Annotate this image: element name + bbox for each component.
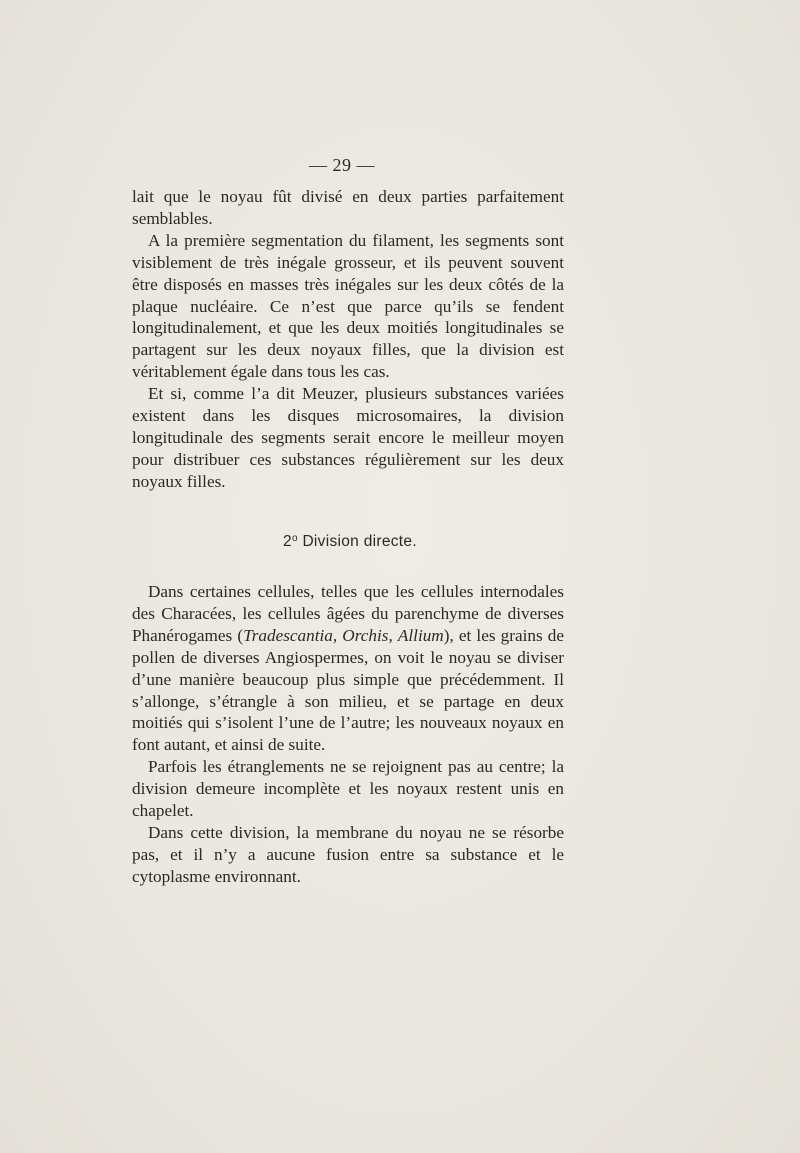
paragraph-membrane: Dans cette division, la membrane du noyau ne se résorbe pas, et il n’y a aucune fusion entre sa substance et le cytoplasme environnant. xyxy=(132,822,564,886)
page-number: — 29 — xyxy=(309,155,375,175)
paragraph-chapelet: Parfois les étranglements ne se rejoignent pas au centre; la division demeure incomplète et les noyaux restent unis en chapelet. xyxy=(132,757,564,821)
paragraph-continuation: lait que le noyau fût divisé en deux parties parfaitement semblables. xyxy=(132,187,564,228)
taxon-orchis: Orchis, xyxy=(342,625,393,645)
taxon-allium: Allium xyxy=(397,625,444,645)
section-number: 2 xyxy=(283,533,292,550)
paragraph-direct-division xyxy=(132,581,564,756)
body-text-lower xyxy=(132,581,564,888)
body-text-upper xyxy=(132,186,564,493)
paragraph-segmentation: A la première segmentation du filament, les segments sont visiblement de très inégale grosseur, et ils peuvent souvent être disposés en masses très inégales sur les deux côtés de la plaque nucléaire. Ce n’est que parce qu’ils se fendent longitudinalement, et que les deux moitiés longitudinales se partagent sur les deux noyaux filles, que la division est véritablement égale dans tous les cas. xyxy=(132,230,564,382)
section-title: Division directe. xyxy=(302,533,417,550)
paragraph-meuzer: Et si, comme l’a dit Meuzer, plusieurs substances variées existent dans les disques microsomaires, la division longitudinale des segments serait encore le meilleur moyen pour distribuer ces substances régulièrement sur les deux noyaux filles. xyxy=(132,384,564,491)
taxon-tradescantia: Tradescantia, xyxy=(243,625,338,645)
section-heading xyxy=(0,533,700,551)
section-ordinal: o xyxy=(291,533,298,544)
text-run: Dans certaines cellules, telles que les cellules internodales des Characées, les cellules âgées du parenchyme de diverses Phanérogames ( xyxy=(132,582,564,645)
text-run: ), et les grains de pollen de diverses Angiospermes, on voit le noyau se diviser d’une manière beaucoup plus simple que précédemment. Il s’allonge, s’étrangle à son milieu, et se partage en deux moitiés qui s’isolent l’une de l’autre; les nouveaux noyaux en font autant, et ainsi de suite. xyxy=(132,625,565,755)
